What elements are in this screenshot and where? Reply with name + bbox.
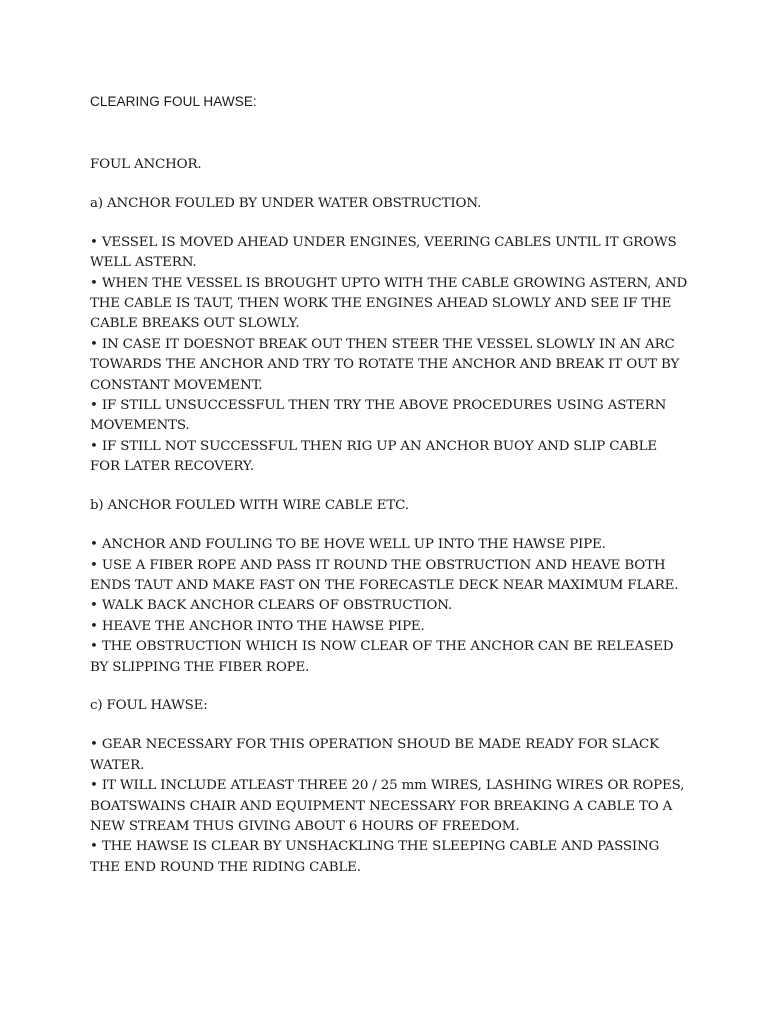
list-item: • ANCHOR AND FOULING TO BE HOVE WELL UP INTO THE HAWSE PIPE. [90,537,606,553]
document-page [90,0,690,1024]
section-c-bullets [90,735,690,878]
list-item: • IF STILL UNSUCCESSFUL THEN TRY THE ABOVE PROCEDURES USING ASTERN MOVEMENTS. [90,398,667,434]
section-b-bullets [90,535,690,678]
list-item: • USE A FIBER ROPE AND PASS IT ROUND THE OBSTRUCTION AND HEAVE BOTH ENDS TAUT AND MAKE FAST ON THE FORECASTLE DECK NEAR MAXIMUM FLARE. [90,557,679,593]
list-item: • GEAR NECESSARY FOR THIS OPERATION SHOUD BE MADE READY FOR SLACK WATER. [90,737,659,773]
document-body [90,155,690,878]
list-item: • IN CASE IT DOESNOT BREAK OUT THEN STEER THE VESSEL SLOWLY IN AN ARC TOWARDS THE ANCHOR AND TRY TO ROTATE THE ANCHOR AND BREAK IT OUT BY CONSTANT MOVEMENT. [90,336,680,393]
list-item: • THE OBSTRUCTION WHICH IS NOW CLEAR OF THE ANCHOR CAN BE RELEASED BY SLIPPING THE FIBER ROPE. [90,639,674,675]
section-heading-foul-anchor: FOUL ANCHOR. [90,157,202,172]
list-item: • WHEN THE VESSEL IS BROUGHT UPTO WITH THE CABLE GROWING ASTERN, AND THE CABLE IS TAUT, THEN WORK THE ENGINES AHEAD SLOWLY AND SEE IF THE CABLE BREAKS OUT SLOWLY. [90,275,688,332]
section-b-heading: b) ANCHOR FOULED WITH WIRE CABLE ETC. [90,498,409,514]
section-c-heading: c) FOUL HAWSE: [90,698,208,714]
list-item: • THE HAWSE IS CLEAR BY UNSHACKLING THE SLEEPING CABLE AND PASSING THE END ROUND THE RIDING CABLE. [90,839,660,875]
section-a-heading: a) ANCHOR FOULED BY UNDER WATER OBSTRUCTION. [90,195,482,211]
list-item: • WALK BACK ANCHOR CLEARS OF OBSTRUCTION. [90,598,453,614]
list-item: • IT WILL INCLUDE ATLEAST THREE 20 / 25 mm WIRES, LASHING WIRES OR ROPES, BOATSWAINS CHAIR AND EQUIPMENT NECESSARY FOR BREAKING A CABLE TO A NEW STREAM THUS GIVING ABOUT 6 HOURS OF FREEDOM. [90,778,685,834]
document-title: CLEARING FOUL HAWSE: [90,94,257,109]
list-item: • HEAVE THE ANCHOR INTO THE HAWSE PIPE. [90,618,425,634]
section-a-bullets [90,233,690,478]
list-item: • VESSEL IS MOVED AHEAD UNDER ENGINES, VEERING CABLES UNTIL IT GROWS WELL ASTERN. [90,234,677,271]
list-item: • IF STILL NOT SUCCESSFUL THEN RIG UP AN ANCHOR BUOY AND SLIP CABLE FOR LATER RECOVERY. [90,438,657,475]
